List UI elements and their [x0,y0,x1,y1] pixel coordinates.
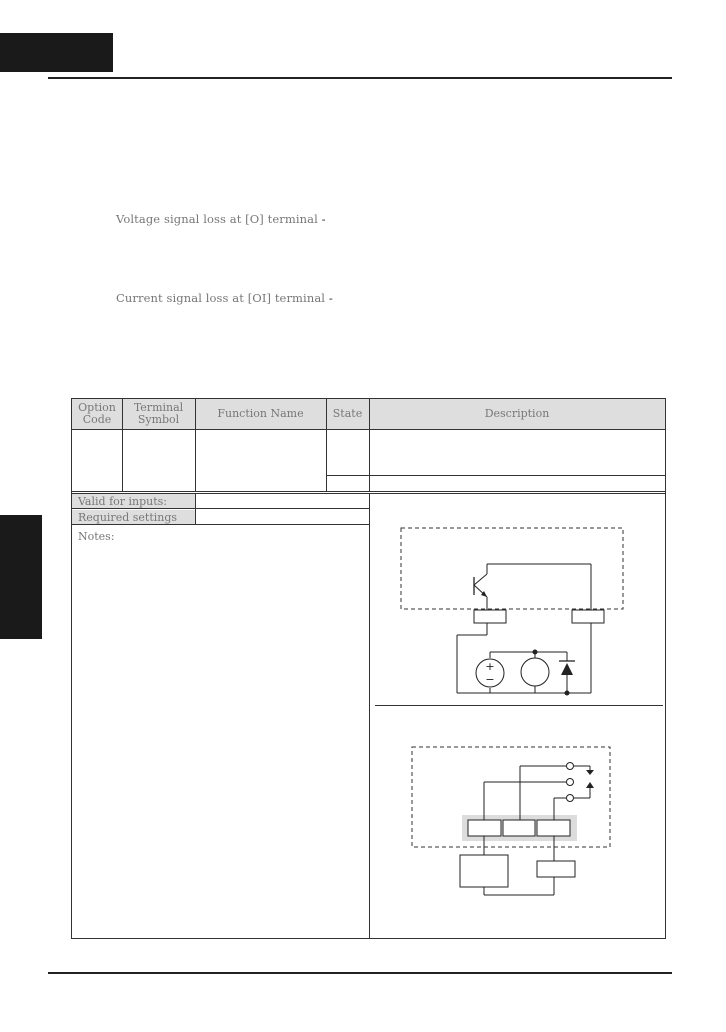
contact-terminal-icon [567,779,574,786]
wiring-diagram-lower [408,744,628,904]
current-loss-paragraph [116,291,333,305]
voltage-loss-label: Voltage signal loss at [O] terminal [116,212,318,226]
voltage-loss-dash: - [321,212,326,226]
header-rule [48,77,672,79]
header-terminal-symbol: Terminal Symbol [133,401,184,426]
header-option-code: Option Code [78,401,116,426]
valid-for-inputs-label: Valid for inputs: [78,495,168,508]
contact-terminal-icon [567,795,574,802]
external-load-box [460,855,508,887]
supply-minus: − [485,673,495,686]
current-loss-label: Current signal loss at [OI] terminal [116,291,326,305]
header-function-name: Function Name [217,407,304,420]
wiring-diagram-upper [395,525,635,705]
supply-plus: + [485,660,495,673]
external-supply-box [537,861,575,877]
chapter-tab [0,33,113,72]
notes-label: Notes: [78,530,115,543]
load-icon [521,658,549,686]
voltage-loss-paragraph [116,212,326,226]
diode-icon [561,663,573,675]
footer-rule [48,972,672,974]
current-loss-dash: - [328,291,333,305]
side-section-tab [0,515,42,639]
header-description: Description [484,407,550,420]
contact-terminal-icon [567,763,574,770]
required-settings-label: Required settings [78,511,178,524]
header-state: State [332,407,363,420]
